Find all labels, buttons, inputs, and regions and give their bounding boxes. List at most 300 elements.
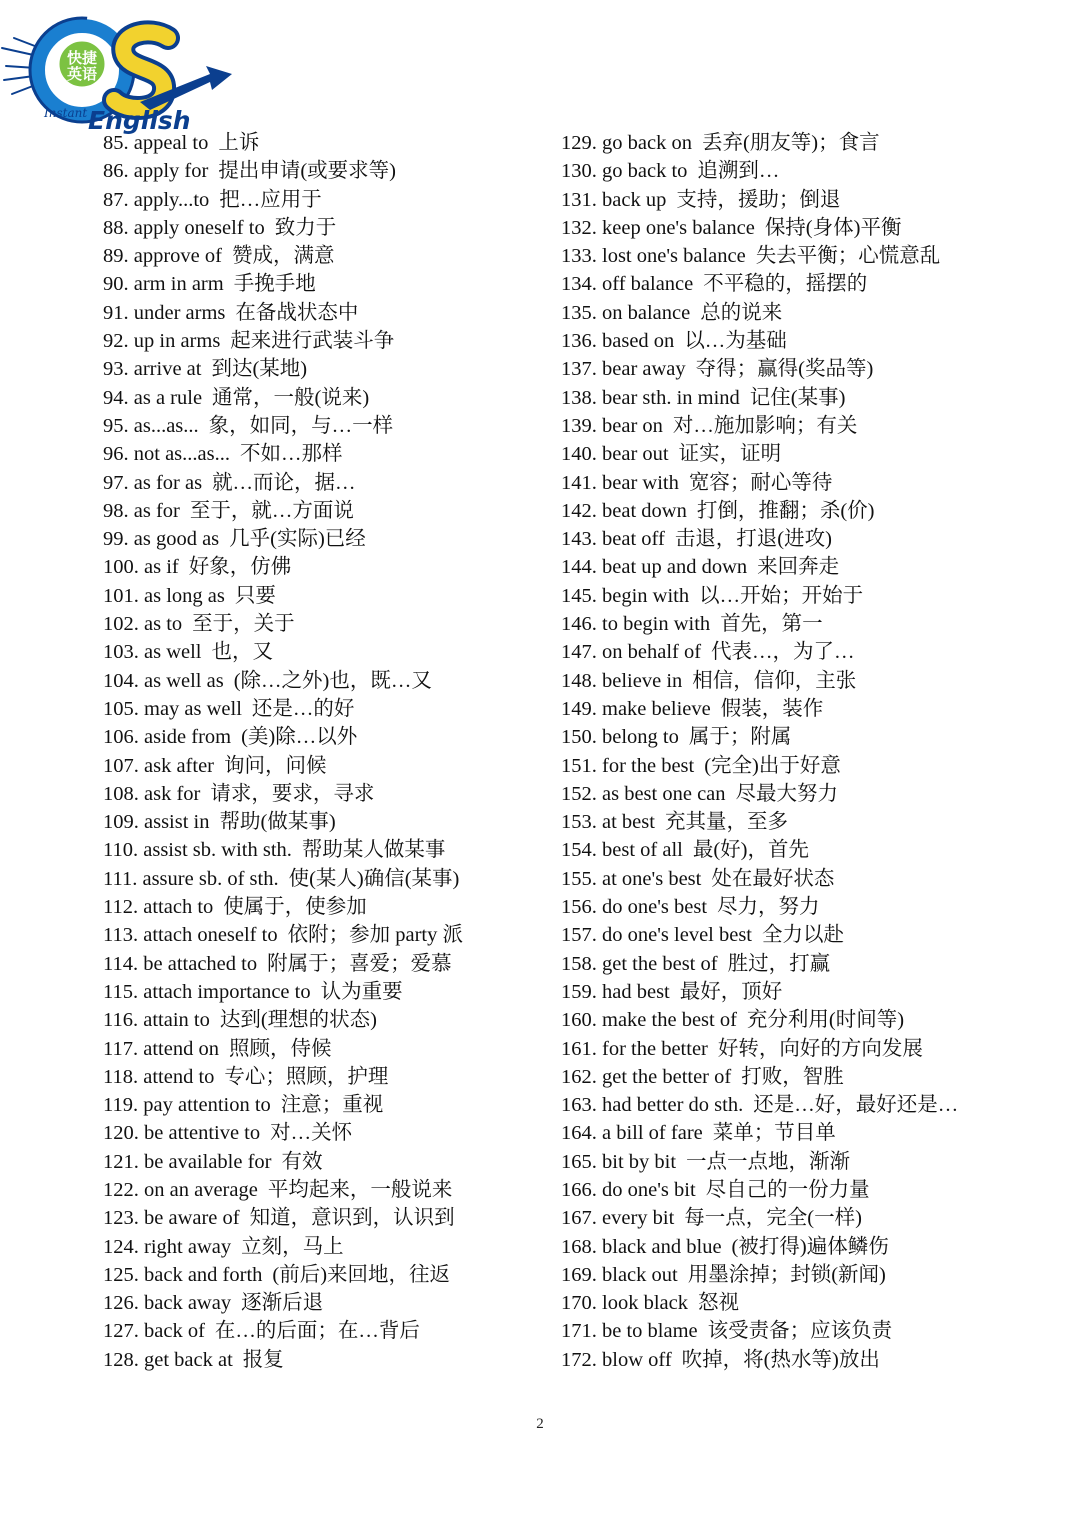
entry-phrase: for the best — [602, 754, 695, 777]
entry-phrase: arm in arm — [133, 273, 224, 296]
entry-meaning: 用墨涂掉；封锁(新闻) — [687, 1263, 886, 1286]
entry-phrase: as a rule — [133, 386, 203, 409]
entry-meaning: 丢弃(朋友等)；食言 — [701, 132, 880, 154]
entry-phrase: had best — [602, 980, 670, 1003]
entry-phrase: on behalf of — [602, 641, 702, 664]
entry-number: 130. — [561, 160, 597, 183]
entry-number: 129. — [561, 132, 597, 154]
entry-phrase: ask after — [144, 754, 214, 777]
entry-phrase: appeal to — [133, 132, 209, 154]
phrase-entry — [561, 327, 1001, 355]
entry-number: 155. — [561, 867, 597, 890]
phrase-entry — [561, 1091, 1001, 1119]
phrase-entry — [103, 610, 543, 638]
entry-meaning: 提出申请(或要求等) — [218, 160, 396, 183]
entry-phrase: aside from — [144, 726, 232, 749]
entry-phrase: beat down — [602, 499, 687, 522]
phrase-entry — [561, 1176, 1001, 1204]
entry-meaning: 帮助某人做某事 — [301, 839, 446, 862]
entry-number: 108. — [103, 782, 139, 805]
entry-number: 154. — [561, 839, 597, 862]
entry-phrase: apply oneself to — [133, 216, 265, 239]
phrase-entry — [561, 667, 1001, 695]
phrase-entry — [103, 1233, 543, 1261]
phrase-list-left — [103, 129, 543, 1374]
entry-phrase: as if — [144, 556, 179, 579]
entry-meaning: 夺得；赢得(奖品等) — [695, 358, 874, 381]
entry-phrase: on balance — [602, 301, 691, 324]
entry-meaning: (完全)出于好意 — [704, 754, 841, 777]
phrase-entry — [103, 695, 543, 723]
phrase-entry — [103, 157, 543, 185]
phrase-entry — [103, 780, 543, 808]
entry-phrase: at best — [602, 811, 655, 834]
entry-phrase: approve of — [133, 245, 222, 268]
phrase-entry — [561, 1346, 1001, 1374]
entry-number: 169. — [561, 1263, 597, 1286]
entry-phrase: be to blame — [602, 1320, 698, 1343]
entry-number: 105. — [103, 697, 139, 720]
entry-meaning: 达到(理想的状态) — [219, 1009, 378, 1032]
phrase-entry — [103, 865, 543, 893]
phrase-entry — [103, 978, 543, 1006]
entry-number: 163. — [561, 1094, 597, 1117]
entry-phrase: attach oneself to — [143, 924, 278, 947]
entry-number: 119. — [103, 1094, 139, 1117]
entry-meaning: 怒视 — [697, 1292, 739, 1315]
entry-number: 149. — [561, 697, 597, 720]
entry-phrase: off balance — [602, 273, 694, 296]
entry-meaning: 尽最大努力 — [735, 782, 839, 805]
entry-number: 99. — [103, 528, 129, 551]
entry-phrase: as for — [133, 499, 180, 522]
entry-meaning: 有效 — [281, 1150, 323, 1173]
entry-number: 144. — [561, 556, 597, 579]
entry-meaning: 使属于，使参加 — [223, 896, 367, 919]
entry-phrase: get the better of — [602, 1065, 732, 1088]
entry-number: 160. — [561, 1009, 597, 1032]
phrase-entry — [103, 1261, 543, 1289]
entry-number: 147. — [561, 641, 597, 664]
entry-number: 95. — [103, 414, 129, 437]
entry-number: 141. — [561, 471, 597, 494]
entry-meaning: 宽容；耐心等待 — [688, 471, 833, 494]
phrase-entry — [561, 355, 1001, 383]
phrase-entry — [103, 1317, 543, 1345]
phrase-entry — [103, 299, 543, 327]
entry-meaning: 相信，信仰，主张 — [692, 669, 857, 692]
phrase-entry — [561, 610, 1001, 638]
entry-number: 172. — [561, 1348, 597, 1371]
phrase-entry — [561, 469, 1001, 497]
entry-phrase: to begin with — [602, 613, 711, 636]
entry-meaning: 吹掉，将(热水等)放出 — [681, 1348, 880, 1371]
phrase-entry — [561, 1063, 1001, 1091]
entry-meaning: 在备战状态中 — [235, 301, 359, 324]
entry-number: 150. — [561, 726, 597, 749]
phrase-entry — [561, 157, 1001, 185]
entry-phrase: blow off — [602, 1348, 672, 1371]
entry-number: 157. — [561, 924, 597, 947]
phrase-entry — [561, 978, 1001, 1006]
phrase-entry — [561, 1006, 1001, 1034]
entry-meaning: 属于；附属 — [688, 726, 792, 749]
entry-meaning: 记住(某事) — [749, 386, 846, 409]
phrase-entry — [561, 582, 1001, 610]
entry-meaning: 到达(某地) — [211, 358, 308, 381]
entry-phrase: back away — [144, 1292, 232, 1315]
entry-number: 135. — [561, 301, 597, 324]
entry-number: 146. — [561, 613, 597, 636]
phrase-entry — [103, 836, 543, 864]
phrase-entry — [561, 808, 1001, 836]
entry-meaning: 平均起来，一般说来 — [267, 1178, 453, 1201]
entry-number: 124. — [103, 1235, 139, 1258]
entry-phrase: as good as — [133, 528, 220, 551]
phrase-entry — [561, 129, 1001, 157]
entry-number: 91. — [103, 301, 129, 324]
entry-meaning: 请求，要求，寻求 — [210, 782, 375, 805]
entry-number: 134. — [561, 273, 597, 296]
entry-meaning: 帮助(做某事) — [219, 811, 336, 834]
phrase-entry — [103, 582, 543, 610]
entry-number: 98. — [103, 499, 129, 522]
phrase-entry — [103, 440, 543, 468]
entry-number: 170. — [561, 1292, 597, 1315]
entry-meaning: 追溯到… — [697, 160, 780, 183]
entry-meaning: (被打得)遍体鳞伤 — [731, 1235, 889, 1258]
phrase-entry — [561, 1289, 1001, 1317]
entry-meaning: 支持，援助；倒退 — [676, 188, 841, 211]
entry-phrase: assist in — [144, 811, 210, 834]
entry-phrase: ask for — [144, 782, 201, 805]
entry-meaning: 把…应用于 — [219, 188, 322, 211]
entry-meaning: 象，如同，与…一样 — [208, 414, 394, 437]
entry-phrase: attach importance to — [143, 980, 311, 1003]
entry-meaning: 好象，仿佛 — [188, 556, 292, 579]
entry-meaning: 证实，证明 — [678, 443, 782, 466]
phrase-entry — [103, 553, 543, 581]
instant-english-logo — [0, 8, 240, 136]
phrase-entry — [103, 1289, 543, 1317]
entry-meaning: 一点一点地，渐渐 — [686, 1150, 851, 1173]
entry-number: 103. — [103, 641, 139, 664]
entry-phrase: best of all — [602, 839, 683, 862]
phrase-entry — [103, 808, 543, 836]
entry-meaning: 认为重要 — [320, 980, 403, 1003]
entry-number: 118. — [103, 1065, 139, 1088]
entry-meaning: 知道，意识到，认识到 — [249, 1207, 455, 1230]
phrase-entry — [103, 242, 543, 270]
entry-phrase: be aware of — [144, 1207, 240, 1230]
entry-phrase: be attached to — [143, 952, 258, 975]
phrase-entry — [103, 1346, 543, 1374]
phrase-entry — [561, 1233, 1001, 1261]
entry-number: 101. — [103, 584, 139, 607]
entry-meaning: 打败，智胜 — [741, 1065, 844, 1088]
entry-number: 138. — [561, 386, 597, 409]
entry-meaning: 以…开始；开始于 — [699, 584, 864, 607]
entry-number: 90. — [103, 273, 129, 296]
phrase-entry — [103, 129, 543, 157]
phrase-entry — [103, 525, 543, 553]
phrase-entry — [103, 752, 543, 780]
phrase-entry — [561, 723, 1001, 751]
entry-number: 161. — [561, 1037, 597, 1060]
phrase-entry — [561, 921, 1001, 949]
entry-phrase: up in arms — [133, 330, 221, 353]
entry-number: 102. — [103, 613, 139, 636]
entry-phrase: make believe — [602, 697, 711, 720]
phrase-entry — [103, 1204, 543, 1232]
phrase-list-right — [561, 129, 1001, 1374]
entry-meaning: 逐渐后退 — [241, 1292, 324, 1315]
entry-meaning: 至于，关于 — [192, 613, 295, 636]
entry-phrase: bear on — [602, 414, 663, 437]
entry-number: 88. — [103, 216, 129, 239]
phrase-entry — [561, 440, 1001, 468]
entry-number: 158. — [561, 952, 597, 975]
phrase-entry — [103, 667, 543, 695]
entry-meaning: 还是…好，最好还是… — [753, 1094, 959, 1117]
entry-phrase: under arms — [133, 301, 226, 324]
phrase-entry — [561, 893, 1001, 921]
entry-meaning: 假装，装作 — [720, 697, 824, 720]
entry-meaning: 胜过，打赢 — [727, 952, 831, 975]
phrase-entry — [561, 553, 1001, 581]
entry-phrase: back up — [602, 188, 667, 211]
entry-meaning: 在…的后面；在…背后 — [214, 1320, 420, 1343]
entry-meaning: 保持(身体)平衡 — [764, 216, 902, 239]
entry-number: 111. — [103, 867, 138, 890]
entry-phrase: keep one's balance — [602, 216, 755, 239]
phrase-entry — [103, 723, 543, 751]
entry-meaning: 充分利用(时间等) — [746, 1009, 905, 1032]
entry-phrase: black and blue — [602, 1235, 722, 1258]
entry-number: 123. — [103, 1207, 139, 1230]
phrase-entry — [103, 1176, 543, 1204]
entry-meaning: 总的说来 — [700, 301, 783, 324]
entry-meaning: 尽力，努力 — [717, 896, 820, 919]
phrase-entry — [561, 497, 1001, 525]
entry-meaning: 首先，第一 — [720, 613, 823, 636]
entry-meaning: 使(某人)确信(某事) — [288, 867, 460, 890]
entry-meaning: 询问，问候 — [224, 754, 327, 777]
entry-meaning: (前后)来回地，往返 — [272, 1263, 451, 1286]
phrase-entry — [103, 1035, 543, 1063]
phrase-entry — [561, 950, 1001, 978]
entry-number: 151. — [561, 754, 597, 777]
entry-phrase: based on — [602, 330, 675, 353]
entry-number: 166. — [561, 1178, 597, 1201]
entry-number: 112. — [103, 896, 139, 919]
entry-meaning: 尽自己的一份力量 — [705, 1178, 870, 1201]
entry-number: 116. — [103, 1009, 139, 1032]
entry-meaning: 不如…那样 — [239, 443, 343, 466]
entry-phrase: pay attention to — [143, 1094, 271, 1117]
phrase-entry — [561, 242, 1001, 270]
entry-number: 162. — [561, 1065, 597, 1088]
entry-meaning: (美)除…以外 — [241, 726, 358, 749]
phrase-entry — [103, 214, 543, 242]
entry-number: 171. — [561, 1320, 597, 1343]
phrase-entry — [103, 1006, 543, 1034]
entry-number: 92. — [103, 330, 129, 353]
phrase-entry — [103, 1148, 543, 1176]
entry-phrase: as well as — [144, 669, 224, 692]
entry-number: 96. — [103, 443, 129, 466]
entry-phrase: as...as... — [133, 414, 199, 437]
entry-number: 152. — [561, 782, 597, 805]
phrase-entry — [103, 950, 543, 978]
entry-number: 104. — [103, 669, 139, 692]
entry-meaning: 也，又 — [211, 641, 273, 664]
entry-number: 145. — [561, 584, 597, 607]
entry-number: 97. — [103, 471, 129, 494]
entry-phrase: do one's best — [602, 896, 708, 919]
entry-meaning: 上诉 — [218, 132, 260, 154]
entry-phrase: not as...as... — [133, 443, 230, 466]
entry-phrase: bear with — [602, 471, 679, 494]
entry-number: 114. — [103, 952, 139, 975]
entry-meaning: 该受责备；应该负责 — [707, 1320, 893, 1343]
phrase-entry — [561, 299, 1001, 327]
entry-meaning: 击退，打退(进攻) — [674, 528, 832, 551]
logo-badge-text: 快捷英语 — [66, 49, 97, 83]
phrase-entry — [561, 752, 1001, 780]
entry-phrase: bear sth. in mind — [602, 386, 740, 409]
entry-meaning: 几乎(实际)已经 — [229, 528, 366, 551]
entry-number: 142. — [561, 499, 597, 522]
phrase-entry — [103, 469, 543, 497]
entry-meaning: 赞成，满意 — [231, 245, 335, 268]
entry-phrase: be attentive to — [144, 1122, 261, 1145]
entry-meaning: 至于，就…方面说 — [189, 499, 354, 522]
entry-meaning: 好转，向好的方向发展 — [717, 1037, 923, 1060]
phrase-entry — [103, 1119, 543, 1147]
phrase-entry — [561, 638, 1001, 666]
entry-number: 165. — [561, 1150, 597, 1173]
entry-number: 167. — [561, 1207, 597, 1230]
phrase-entry — [103, 412, 543, 440]
entry-phrase: beat off — [602, 528, 665, 551]
entry-number: 100. — [103, 556, 139, 579]
entry-number: 94. — [103, 386, 129, 409]
entry-meaning: 立刻，马上 — [241, 1235, 344, 1258]
phrase-entry — [103, 497, 543, 525]
entry-number: 139. — [561, 414, 597, 437]
entry-meaning: 起来进行武装斗争 — [230, 330, 395, 353]
entry-number: 168. — [561, 1235, 597, 1258]
entry-phrase: bit by bit — [602, 1150, 677, 1173]
entry-phrase: bear away — [602, 358, 686, 381]
entry-phrase: attach to — [143, 896, 214, 919]
entry-number: 110. — [103, 839, 139, 862]
entry-meaning: 菜单；节目单 — [712, 1122, 836, 1145]
entry-meaning: 失去平衡；心慌意乱 — [755, 245, 941, 268]
entry-phrase: do one's level best — [602, 924, 753, 947]
entry-meaning: 报复 — [242, 1348, 284, 1371]
entry-number: 122. — [103, 1178, 139, 1201]
phrase-entry — [103, 327, 543, 355]
entry-phrase: as for as — [133, 471, 203, 494]
entry-phrase: get back at — [144, 1348, 233, 1371]
phrase-entry — [561, 865, 1001, 893]
phrase-entry — [561, 1261, 1001, 1289]
entry-meaning: 每一点，完全(一样) — [684, 1207, 862, 1230]
entry-meaning: 注意；重视 — [280, 1094, 384, 1117]
entry-number: 128. — [103, 1348, 139, 1371]
phrase-entry — [103, 1091, 543, 1119]
entry-meaning: 对…关怀 — [270, 1122, 353, 1145]
entry-number: 117. — [103, 1037, 139, 1060]
phrase-entry — [561, 1204, 1001, 1232]
entry-number: 87. — [103, 188, 129, 211]
entry-phrase: assure sb. of sth. — [142, 867, 279, 890]
entry-phrase: as best one can — [602, 782, 726, 805]
entry-phrase: for the better — [602, 1037, 708, 1060]
entry-phrase: look black — [602, 1292, 688, 1315]
entry-number: 127. — [103, 1320, 139, 1343]
entry-phrase: may as well — [144, 697, 242, 720]
entry-phrase: every bit — [602, 1207, 675, 1230]
entry-meaning: (除…之外)也，既…又 — [233, 669, 432, 692]
entry-phrase: right away — [144, 1235, 232, 1258]
entry-number: 137. — [561, 358, 597, 381]
entry-meaning: 充其量，至多 — [664, 811, 788, 834]
phrase-entry — [103, 921, 543, 949]
entry-number: 133. — [561, 245, 597, 268]
entry-number: 140. — [561, 443, 597, 466]
entry-meaning: 附属于；喜爱；爱慕 — [267, 952, 452, 975]
phrase-entry — [561, 1317, 1001, 1345]
entry-meaning: 来回奔走 — [757, 556, 840, 579]
entry-phrase: beat up and down — [602, 556, 748, 579]
entry-phrase: back of — [144, 1320, 205, 1343]
entry-phrase: apply...to — [133, 188, 210, 211]
entry-meaning: 以…为基础 — [684, 330, 787, 353]
entry-phrase: go back on — [602, 132, 692, 154]
phrase-entry — [103, 384, 543, 412]
logo-brand-word: English — [88, 106, 191, 135]
entry-number: 93. — [103, 358, 129, 381]
entry-phrase: believe in — [602, 669, 683, 692]
entry-meaning: 处在最好状态 — [711, 867, 835, 890]
phrase-entry — [103, 355, 543, 383]
entry-meaning: 不平稳的，摇摆的 — [703, 273, 868, 296]
entry-number: 125. — [103, 1263, 139, 1286]
entry-number: 136. — [561, 330, 597, 353]
entry-meaning: 就…而论，据… — [212, 471, 356, 494]
entry-phrase: attend on — [143, 1037, 219, 1060]
entry-number: 132. — [561, 216, 597, 239]
page-number: 2 — [536, 1416, 544, 1432]
entry-meaning: 打倒，推翻；杀(价) — [696, 499, 875, 522]
logo-brand-small: Instant — [44, 106, 88, 120]
entry-number: 156. — [561, 896, 597, 919]
entry-meaning: 照顾，侍候 — [228, 1037, 332, 1060]
phrase-entry — [561, 525, 1001, 553]
entry-meaning: 对…施加影响；有关 — [672, 414, 858, 437]
entry-number: 164. — [561, 1122, 597, 1145]
phrase-entry — [103, 893, 543, 921]
entry-number: 113. — [103, 924, 139, 947]
phrase-entry — [103, 638, 543, 666]
phrase-entry — [103, 186, 543, 214]
phrase-entry — [103, 1063, 543, 1091]
entry-meaning: 最好，顶好 — [679, 980, 783, 1003]
entry-number: 106. — [103, 726, 139, 749]
